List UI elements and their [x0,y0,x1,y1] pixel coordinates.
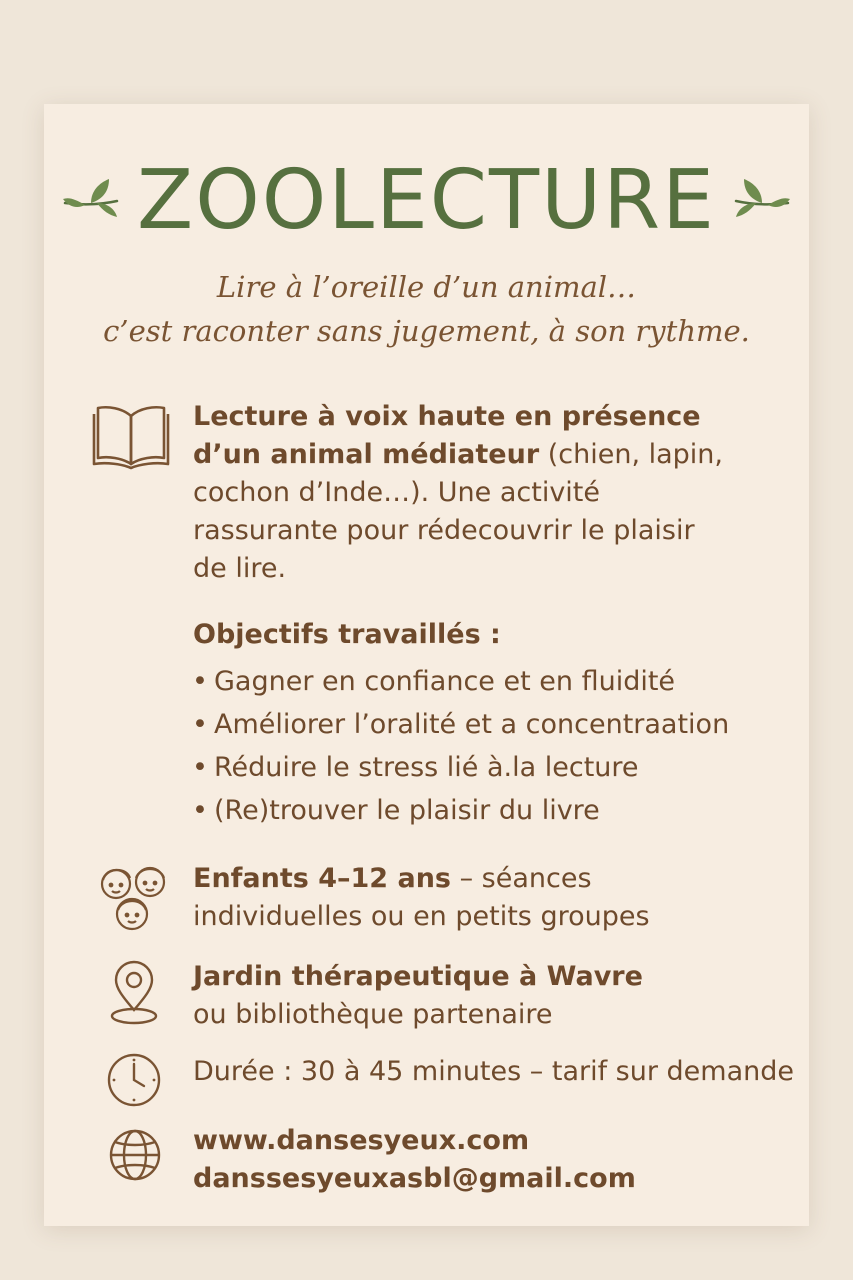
intro-bold-line-2: d’un animal médiateur [193,439,540,470]
audience-line-2: individuelles ou en petits groupes [193,901,650,932]
objectives-list [192,660,729,832]
leaf-icon [61,175,119,227]
location-bold: Jardin thérapeutique à Wavre [193,961,643,992]
objectives-heading: Objectifs travaillés : [193,619,501,650]
intro-text [193,398,793,588]
open-book-icon [92,402,170,470]
intro-line-3: cochon d’Inde…). Une activité [193,477,601,508]
children-faces-icon [96,860,172,936]
globe-icon [108,1128,162,1182]
intro-bold-line-1: Lecture à voix haute en présence [193,401,701,432]
contact-text [193,1122,636,1198]
list-item: • Réduire le stress lié à.la lecture [192,752,639,783]
list-item: • (Re)trouver le plaisir du livre [192,795,600,826]
tagline-line-1: Lire à l’oreille d’un animal… [216,270,637,304]
duration-text: Durée : 30 à 45 minutes – tarif sur demande [193,1056,795,1087]
leaf-icon [734,175,792,227]
intro-line-5: de lire. [193,553,287,584]
intro-line-4: rassurante pour rédecouvrir le plaisir [193,515,695,546]
website-link[interactable]: www.dansesyeux.com [193,1125,530,1156]
audience-rest: – séances [451,863,592,894]
list-item: • Gagner en confiance et en fluidité [192,666,676,697]
tagline-line-2: c’est raconter sans jugement, à son rythme. [103,314,750,348]
title-row [0,146,853,256]
location-pin-icon [108,960,160,1026]
list-item: • Améliorer l’oralité et a concentraation [192,709,730,740]
page-title: ZOOLECTURE [137,153,716,248]
clock-icon [106,1052,162,1108]
audience-text [193,860,793,936]
location-line-2: ou bibliothèque partenaire [193,999,553,1030]
location-text [193,958,793,1034]
intro-line-2-rest: (chien, lapin, [539,439,723,470]
audience-bold: Enfants 4–12 ans [193,863,452,894]
email-link[interactable]: danssesyeuxasbl@gmail.com [193,1163,636,1194]
